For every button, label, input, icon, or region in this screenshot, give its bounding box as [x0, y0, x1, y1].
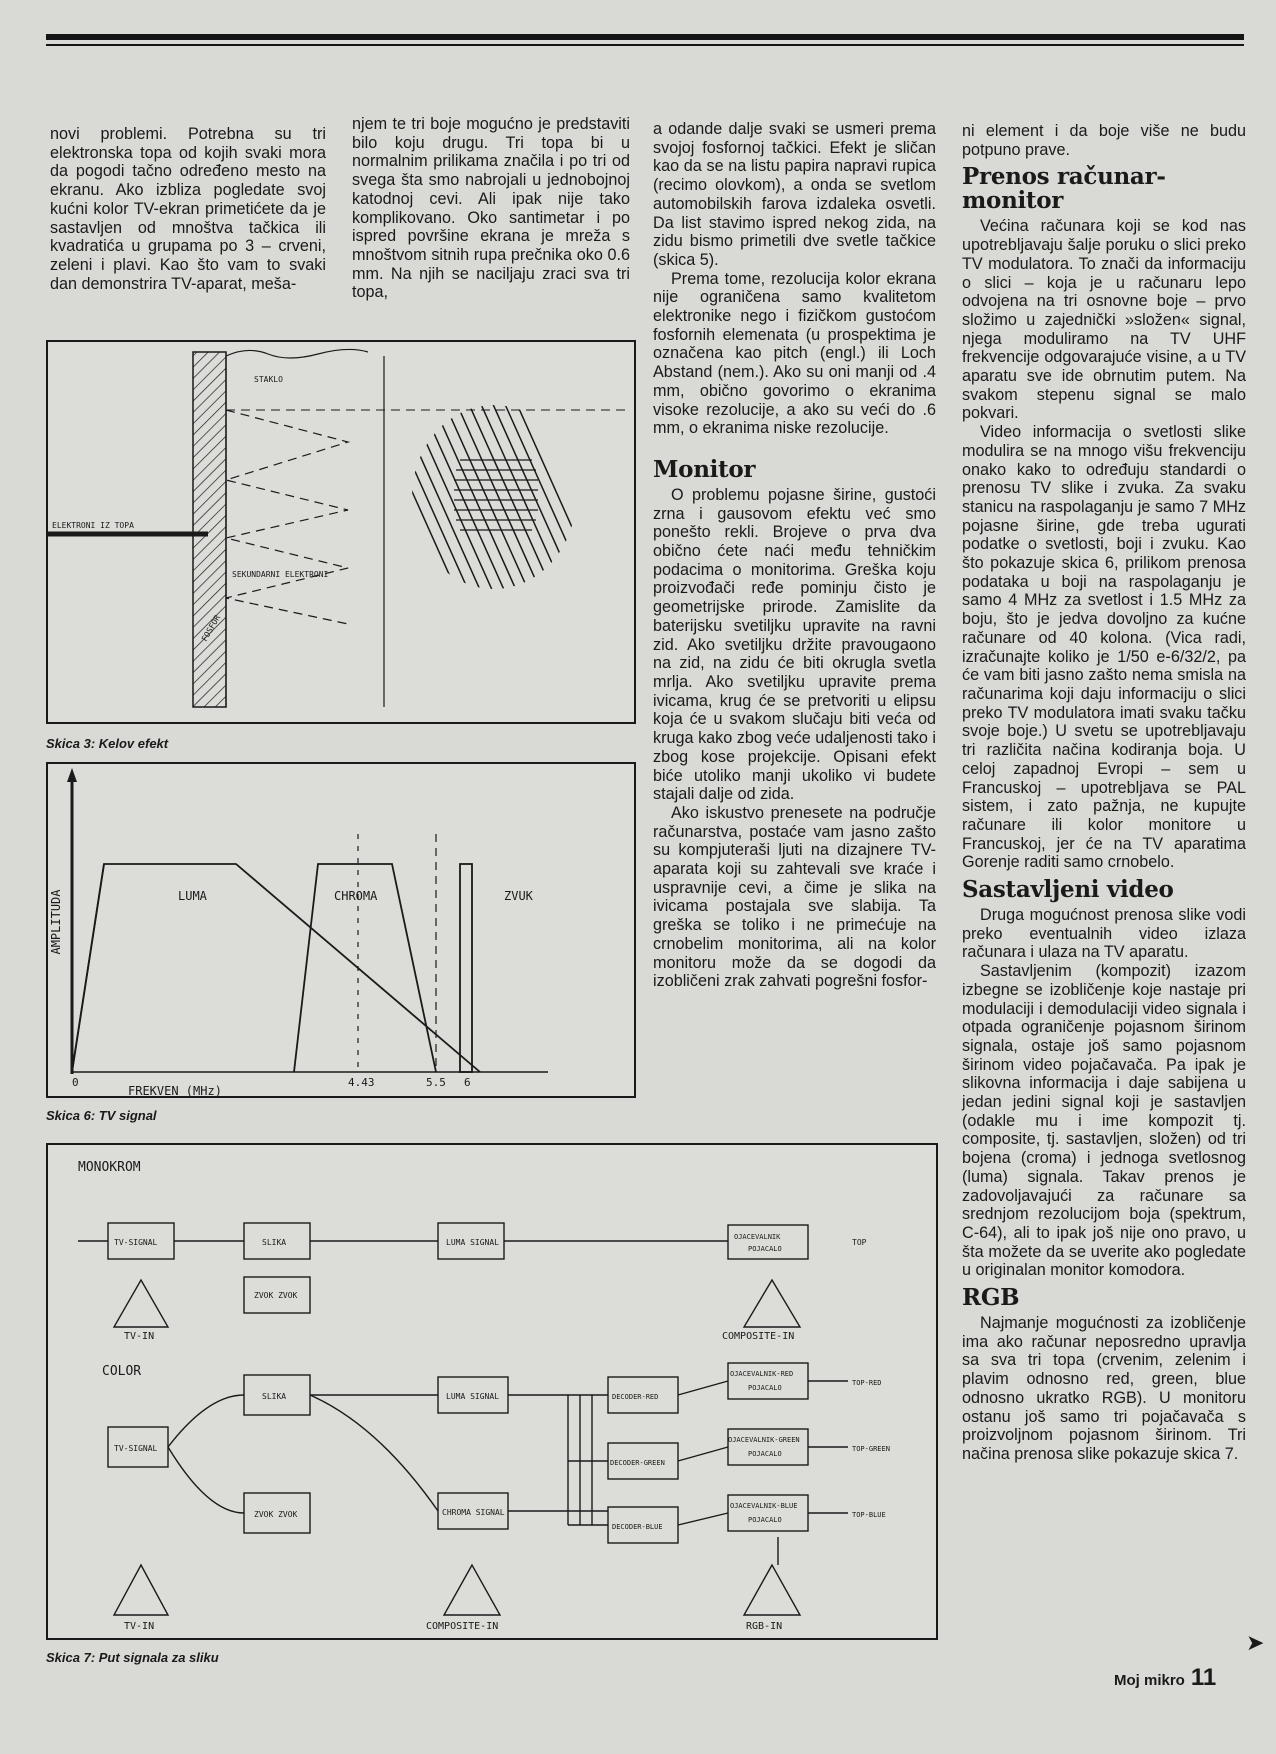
label-tv-signal-color: TV-SIGNAL	[114, 1444, 158, 1453]
label-chroma-signal: CHROMA SIGNAL	[442, 1508, 505, 1517]
label-decoder-green: DECODER-GREEN	[610, 1459, 665, 1467]
label-chroma: CHROMA	[334, 889, 378, 903]
label-decoder-blue: DECODER-BLUE	[612, 1523, 663, 1531]
figure-put-signala	[46, 1143, 938, 1640]
label-color: COLOR	[102, 1364, 142, 1379]
heading-rgb: RGB	[962, 1284, 1020, 1312]
label-zvok: ZVOK ZVOK	[254, 1291, 298, 1300]
label-tv-in-color: TV-IN	[124, 1621, 155, 1632]
paragraph: Video informacija o svetlosti slike modulira se na mnogo višu frekvenciju onako kako to određuju standardi o prenosu TV slike i zvuka. Za svaku stanicu na raspolaganju je samo 7 MHz pojasne širine, gde treba ugurati podatke o svetlosti, boji i zvuku. Kao što pokazuje skica 6, prilikom prenosa podataka u boji na raspolaganju je samo 4 MHz za svetlost i 1.5 MHz za boju, što je jedva dovoljno za kućne računare od 40 kolona. (Vica radi, izračunajte koliko je 1/50 e-6/32/2, pa će vam biti jasno zašto nema smisla na računarima koji daju informaciju o slici preko TV modulatora imati svaku tačku svoje boje.) U svetu se upotrebljavaju tri različita načina kodiranja boja. U celoj zapadnoj Evropi – sem u Francuskoj – upotrebljava se PAL sistem, i zato pažnja, ne kupujte računare ili kolor monitore u Francuskoj, jer će na TV aparatima Gorenje raditi samo crnobelo.	[962, 423, 1246, 872]
label-luma: LUMA	[178, 889, 207, 903]
label-composite-in-color: COMPOSITE-IN	[426, 1621, 499, 1632]
column-2	[352, 115, 630, 302]
label-pojacalo: POJACALO	[748, 1245, 782, 1253]
label-luma-signal: LUMA SIGNAL	[446, 1238, 499, 1247]
label-luma-signal-color: LUMA SIGNAL	[446, 1392, 499, 1401]
label-ojac-green: OJACEVALNIK-GREEN	[728, 1436, 800, 1444]
label-elektroni-iz-topa: ELEKTRONI IZ TOPA	[52, 521, 134, 530]
paragraph: Najmanje mogućnosti za izobličenje ima ako računar neposredno upravlja sa sva tri topa (crvenim, zelenim i plavim odnosno red, green, blue odnosno ukratko RGB). U monitoru ostanu još samo tri pojačavača s proizvoljnom pojasnom širinom. Tri načina prenosa slike pokazuje skica 7.	[962, 1314, 1246, 1463]
zvuk-band	[460, 864, 472, 1072]
label-monokrom: MONOKROM	[78, 1160, 141, 1175]
tick-4-43: 4.43	[348, 1076, 375, 1089]
label-ojacevalnik: OJACEVALNIK	[734, 1233, 781, 1241]
phosphor-layer	[193, 352, 226, 707]
label-top-blue: TOP-BLUE	[852, 1511, 886, 1519]
paragraph: O problemu pojasne širine, gustoći zrna i gausovom efektu već smo ponešto rekli. Brojeve o prva dva obično ćete naći među tehničkim podacima o monitorima. Greška koju proizvođači ređe pominju čisto je geometrijske prirode. Zamislite da baterijsku svetiljku upravite na ravni zid. Ako svetiljku držite pravougaono na zid, na zidu će biti okrugla svetla mrlja. Ako svetiljku upravite prema ivicama, krug će se pretvoriti u elipsu koja će u svakom slučaju biti veća od kruga kako zbog veće udaljenosti tako i zbog kose projekcije. Opisani efekt biće utoliko manji ukoliko vi budete stajali dalje od zida.	[653, 485, 936, 804]
label-slika: SLIKA	[262, 1238, 287, 1247]
column-3	[653, 120, 936, 991]
label-pojacalo-green: POJACALO	[748, 1450, 782, 1458]
heading-sastavljeni-video: Sastavljeni video	[962, 876, 1174, 904]
label-zvuk: ZVUK	[504, 889, 533, 903]
luma-band	[72, 864, 480, 1072]
y-axis-label: AMPLITUDA	[49, 889, 63, 955]
paragraph: Ako iskustvo prenesete na područje računarstva, postaće vam jasno zašto su kompjuteraši ljuti na dizajnere TV-aparata koji su zahtevali sve kraće i uspravnije cevi, a čime je slika na ivicama postajala sve slabija. Ta greška se toliko i ne primećuje na crnobelim monitorima, ali na kolor monitoru može da se dogodi da izobličeni zrak zahvati pogrešni fosfor-	[653, 803, 936, 991]
top-rule	[46, 34, 1244, 40]
label-rgb-in: RGB-IN	[746, 1621, 783, 1632]
label-tv-in: TV-IN	[124, 1331, 155, 1342]
kelov-efekt-diagram	[48, 342, 634, 722]
label-staklo: STAKLO	[254, 375, 283, 384]
x-axis-label: FREKVEN (MHz)	[128, 1084, 222, 1096]
paragraph: Druga mogućnost prenosa slike vodi preko eventualnih video izlaza računara i ulaza na TV aparatu.	[962, 906, 1246, 962]
phosphor-grid-circle	[372, 402, 601, 592]
label-sekundarni-elektroni: SEKUNDARNI ELEKTRONI	[232, 570, 329, 579]
label-top-red: TOP-RED	[852, 1379, 882, 1387]
column-1	[50, 125, 326, 293]
top-rule-thin	[46, 44, 1244, 46]
page-footer	[1114, 1664, 1216, 1692]
paragraph: a odande dalje svaki se usmeri prema svojoj fosfornoj tačkici. Efekt je sličan kao da se na listu papira napravi rupica (recimo olovkom), a onda se svetlom automobilskih farova izdaleka osvetli. Da list stavimo ispred nekog zida, na zidu bismo primetili dve svetle tačkice (skica 5).	[653, 120, 936, 269]
figure-kelov-efekt	[46, 340, 636, 724]
paragraph: novi problemi. Potrebna su tri elektronska topa od kojih svaki mora da pogodi tačno određeno mesto na ekranu. Ako izbliza pogledate svoj kućni kolor TV-ekran primetićete da je sastavljen od mnoštva tačkica ili kvadratića u grupama po 3 – crveni, zeleni i plavi. Kao što vam to svaki dan demonstrira TV-aparat, meša-	[50, 125, 326, 293]
page-number: 11	[1190, 1664, 1217, 1691]
figure-tv-signal	[46, 762, 636, 1098]
label-composite-in: COMPOSITE-IN	[722, 1331, 795, 1342]
tv-signal-chart	[48, 764, 634, 1096]
label-slika-color: SLIKA	[262, 1392, 287, 1401]
label-tv-signal: TV-SIGNAL	[114, 1238, 158, 1247]
label-ojac-blue: OJACEVALNIK-BLUE	[730, 1502, 798, 1510]
continue-arrow-icon: ➤	[1246, 1630, 1265, 1655]
paragraph: Sastavljenim (kompozit) izazom izbegne se izobličenje koje nastaje pri modulaciji i demodulaciji video signala i otpada ograničenje pojasnom širinom signala, ostaje još samo pojasnom širinom video pojačavača. Pa ipak je slikovna informacija i daje sabijena u jedan jedini signal koji je sastavljen (odakle mu i ime kompozit tj. composite, tj. sastavljen, složen) od tri bojena (croma) i jednoga svetlosnog (luma) signala. Takav prenos je zadovoljavajući za računare sa srednjom rezolucijom boja (spektrum, C-64), ali to ipak još nije ono pravo, u šta možete da se uverite ako pogledate u originalan monitor komodora.	[962, 962, 1246, 1280]
paragraph: Prema tome, rezolucija kolor ekrana nije ograničena samo kvalitetom elektronike nego i fizičkom gustoćom fosfornih elemenata (u prospektima je označena kao pitch (engl.) ili Loch Abstand (nem.). Ako su oni manji od .4 mm, obično govorimo o ekranima visoke rezolucije, a ako su veći do .6 mm, o ekranima niske rezolucije.	[653, 269, 936, 438]
paragraph: ni element i da boje više ne budu potpuno prave.	[962, 122, 1246, 159]
label-ojac-red: OJACEVALNIK-RED	[730, 1370, 794, 1378]
label-fosfor: FOSFOR	[199, 613, 223, 643]
tick-5-5: 5.5	[426, 1076, 446, 1089]
paragraph: njem te tri boje mogućno je predstaviti bilo koju drugu. Tri topa bi u normalnim prilikama značila i po tri od svega šta smo nabrojali u jednobojnoj katodnoj cevi. Ali ipak nije tako komplikovano. Oko santimetar i po ispred površine ekrana je mreža s mnoštvom sitnih rupa prečnika oko 0.6 mm. Na njih se naciljaju zraci sva tri topa,	[352, 115, 630, 302]
label-pojacalo-blue: POJACALO	[748, 1516, 782, 1524]
caption-skica-3: Skica 3: Kelov efekt	[46, 736, 169, 751]
label-pojacalo-red: POJACALO	[748, 1384, 782, 1392]
magazine-name: Moj mikro	[1114, 1672, 1185, 1689]
label-decoder-red: DECODER-RED	[612, 1393, 659, 1401]
heading-monitor: Monitor	[653, 455, 756, 483]
heading-prenos: Prenos računar-monitor	[962, 163, 1166, 215]
column-4	[962, 122, 1246, 1464]
caption-skica-6: Skica 6: TV signal	[46, 1108, 157, 1123]
tick-6: 6	[464, 1076, 471, 1089]
tick-0: 0	[72, 1076, 79, 1089]
label-zvok-color: ZVOK ZVOK	[254, 1510, 298, 1519]
signal-path-diagram	[48, 1145, 936, 1638]
paragraph: Većina računara koji se kod nas upotrebljavaju šalje poruku o slici preko TV modulatora. To znači da informaciju o slici – koja je u računaru lepo odvojena na tri osnovne boje – prvo složimo u zajednički »složen« signal, njega moduliramo na TV UHF frekvencije odgovarajuće visine, a u TV aparatu sve ide obrnutim putem. Na svakom stepenu signal se malo pokvari.	[962, 217, 1246, 423]
caption-skica-7: Skica 7: Put signala za sliku	[46, 1650, 219, 1665]
label-top-green: TOP-GREEN	[852, 1445, 890, 1453]
label-top: TOP	[852, 1238, 867, 1247]
